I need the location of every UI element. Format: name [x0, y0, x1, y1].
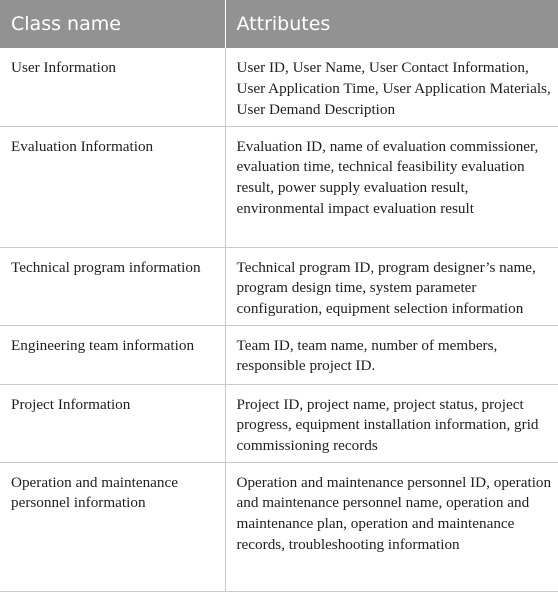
class-name-cell: Project Information	[0, 384, 225, 462]
attributes-cell: Project ID, project name, project status, project progress, equipment installation information, grid commissioning records	[225, 384, 558, 462]
class-name-cell: Evaluation Information	[0, 126, 225, 247]
table-row	[0, 48, 558, 126]
table-row	[0, 126, 558, 247]
header-class-name: Class name	[0, 0, 225, 48]
class-name-cell: Engineering team information	[0, 325, 225, 384]
table-row	[0, 384, 558, 462]
table-row	[0, 462, 558, 591]
class-name-cell: User Information	[0, 48, 225, 126]
table-body	[0, 48, 558, 591]
header-attributes: Attributes	[225, 0, 558, 48]
attributes-cell: User ID, User Name, User Contact Information, User Application Time, User Application Materials, User Demand Description	[225, 48, 558, 126]
class-name-cell: Operation and maintenance personnel information	[0, 462, 225, 591]
attributes-cell: Evaluation ID, name of evaluation commissioner, evaluation time, technical feasibility evaluation result, power supply evaluation result, environmental impact evaluation result	[225, 126, 558, 247]
header-row	[0, 0, 558, 48]
attributes-cell: Team ID, team name, number of members, responsible project ID.	[225, 325, 558, 384]
attributes-cell: Operation and maintenance personnel ID, operation and maintenance personnel name, operation and maintenance plan, operation and maintenance records, troubleshooting information	[225, 462, 558, 591]
table-row	[0, 325, 558, 384]
attributes-cell: Technical program ID, program designer’s name, program design time, system parameter configuration, equipment selection information	[225, 247, 558, 325]
table-row	[0, 247, 558, 325]
class-name-cell: Technical program information	[0, 247, 225, 325]
table-header	[0, 0, 558, 48]
